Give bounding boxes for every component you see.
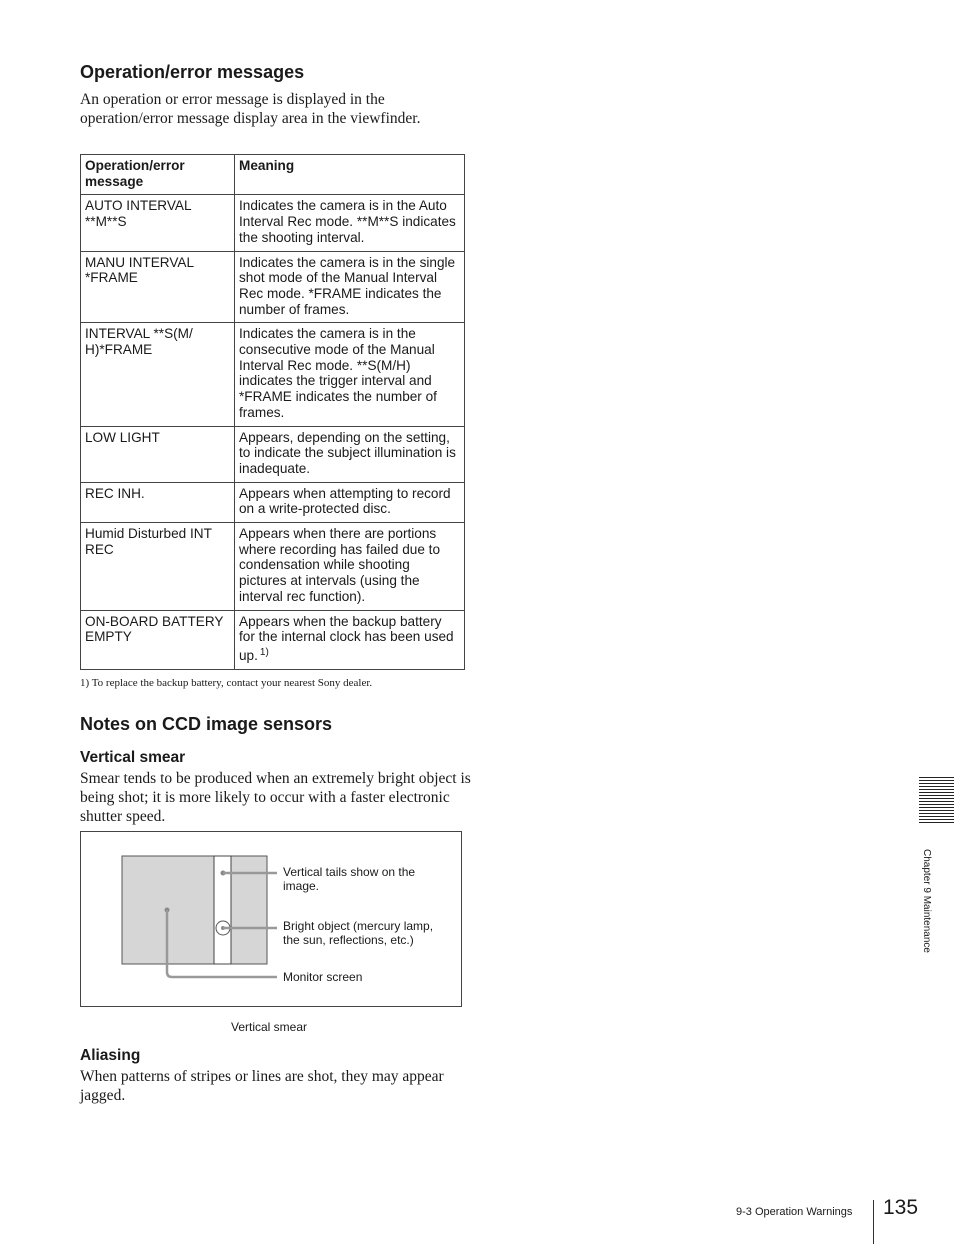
aliasing-paragraph: When patterns of stripes or lines are shot, they may appear jagged. xyxy=(80,1068,444,1104)
label-vertical-tails: Vertical tails show on the image. xyxy=(283,865,416,893)
table-row xyxy=(81,482,465,522)
table-header-message: Operation/error message xyxy=(81,155,235,195)
message-cell: LOW LIGHT xyxy=(81,426,235,482)
section-heading-operation-error: Operation/error messages xyxy=(80,62,305,82)
meaning-cell: Appears when attempting to record on a write-protected disc. xyxy=(235,482,465,522)
page-number: 135 xyxy=(883,1196,919,1219)
message-cell: REC INH. xyxy=(81,482,235,522)
meaning-cell: Indicates the camera is in the consecutive mode of the Manual Interval Rec mode. **S(M/H) indicates the trigger interval and *FRAME indicates the number of frames. xyxy=(235,323,465,426)
chapter-side-label: Chapter 9 Maintenance xyxy=(921,849,932,953)
message-table xyxy=(80,154,465,670)
subheading-aliasing: Aliasing xyxy=(80,1047,141,1064)
footnote: 1) To replace the backup battery, contact your nearest Sony dealer. xyxy=(80,677,373,689)
table-header-meaning: Meaning xyxy=(235,155,465,195)
meaning-cell: Indicates the camera is in the Auto Interval Rec mode. **M**S indicates the shooting interval. xyxy=(235,195,465,251)
table-row xyxy=(81,251,465,323)
table-row xyxy=(81,610,465,669)
message-cell: AUTO INTERVAL **M**S xyxy=(81,195,235,251)
table-row xyxy=(81,426,465,482)
meaning-cell: Appears when there are portions where recording has failed due to condensation while shooting pictures at intervals (using the interval rec function). xyxy=(235,523,465,611)
figure-caption: Vertical smear xyxy=(231,1020,308,1034)
meaning-cell: Indicates the camera is in the single shot mode of the Manual Interval Rec mode. *FRAME indicates the number of frames. xyxy=(235,251,465,323)
label-monitor-screen: Monitor screen xyxy=(283,970,363,984)
intro-paragraph: An operation or error message is displayed in the operation/error message display area in the viewfinder. xyxy=(80,91,421,127)
label-bright-object: Bright object (mercury lamp, the sun, reflections, etc.) xyxy=(283,919,434,947)
subheading-vertical-smear: Vertical smear xyxy=(80,749,186,766)
table-row xyxy=(81,195,465,251)
message-cell: INTERVAL **S(M/ H)*FRAME xyxy=(81,323,235,426)
chapter-tab-marker xyxy=(919,777,954,823)
meaning-cell xyxy=(235,610,465,669)
message-cell: ON-BOARD BATTERY EMPTY xyxy=(81,610,235,669)
vertical-smear-figure xyxy=(80,831,462,1007)
footer-section-title: 9-3 Operation Warnings xyxy=(736,1206,853,1218)
meaning-cell: Appears, depending on the setting, to indicate the subject illumination is inadequate. xyxy=(235,426,465,482)
table-row xyxy=(81,323,465,426)
section-heading-ccd-notes: Notes on CCD image sensors xyxy=(80,714,333,734)
table-row xyxy=(81,523,465,611)
message-cell: MANU INTERVAL *FRAME xyxy=(81,251,235,323)
footnote-marker: 1) xyxy=(259,646,269,658)
meaning-text: Appears when the backup battery for the internal clock has been used up. xyxy=(239,613,454,663)
table-header-row xyxy=(81,155,465,195)
message-cell: Humid Disturbed INT REC xyxy=(81,523,235,611)
footer-divider xyxy=(873,1200,874,1244)
vertical-smear-paragraph: Smear tends to be produced when an extremely bright object is being shot; it is more likely to occur with a faster electronic shutter speed. xyxy=(80,770,471,825)
